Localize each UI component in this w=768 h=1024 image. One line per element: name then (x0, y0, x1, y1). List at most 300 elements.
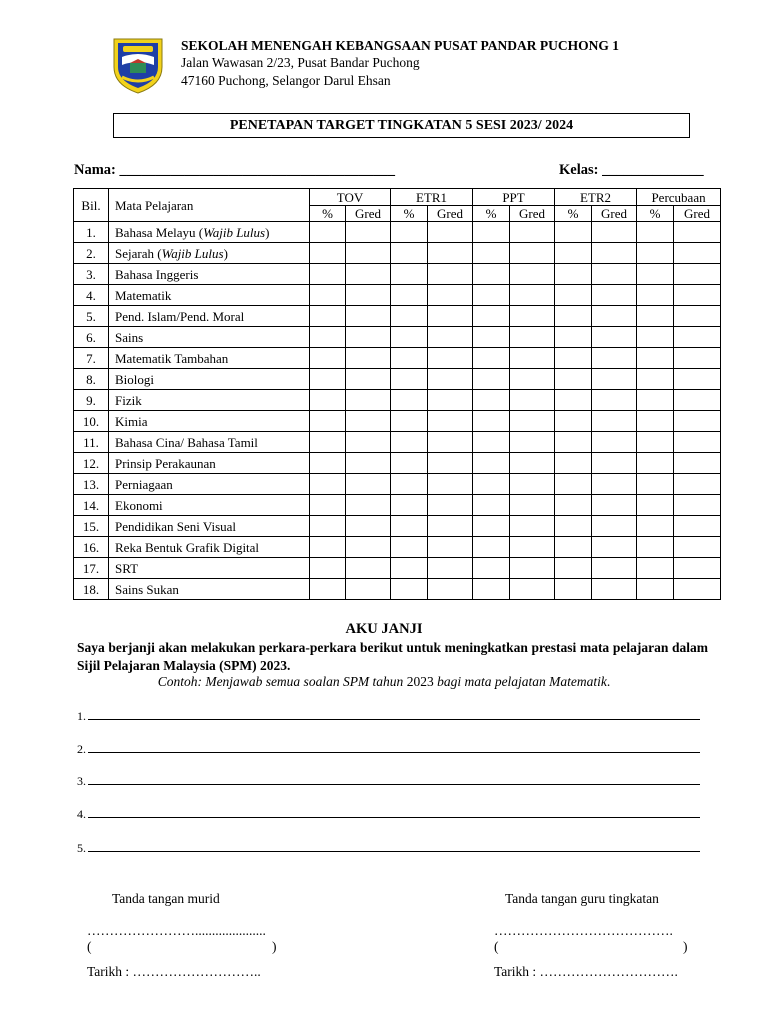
percent-cell[interactable] (391, 264, 428, 285)
grade-cell[interactable] (346, 537, 391, 558)
table-row (74, 327, 721, 348)
grade-cell[interactable] (346, 495, 391, 516)
subject-text: Bahasa Melayu ( (115, 224, 204, 240)
percent-cell[interactable] (555, 537, 592, 558)
percent-cell[interactable] (637, 516, 674, 537)
table-row (74, 390, 721, 411)
row-number: 16. (74, 537, 109, 558)
percent-cell[interactable] (555, 453, 592, 474)
percent-cell[interactable] (637, 327, 674, 348)
subject-name (109, 537, 310, 558)
teacher-date-field[interactable]: Tarikh : …………………………. (494, 964, 678, 979)
subject-text: Pend. Islam/Pend. Moral (115, 308, 245, 324)
grade-cell[interactable] (592, 243, 637, 264)
grade-cell[interactable] (510, 537, 555, 558)
header-group-etr2: ETR2 (555, 189, 637, 206)
percent-cell[interactable] (310, 369, 346, 390)
grade-cell[interactable] (592, 369, 637, 390)
pledge-line[interactable] (77, 741, 700, 757)
subject-text: Biologi (115, 371, 155, 387)
subject-name (109, 432, 310, 453)
grade-cell[interactable] (510, 369, 555, 390)
header-bil: Bil. (74, 189, 109, 222)
grade-cell[interactable] (428, 516, 473, 537)
grade-cell[interactable] (428, 537, 473, 558)
grade-cell[interactable] (674, 390, 721, 411)
grade-cell[interactable] (428, 243, 473, 264)
grade-cell[interactable] (428, 306, 473, 327)
header-group-ppt: PPT (473, 189, 555, 206)
percent-cell[interactable] (310, 411, 346, 432)
grade-cell[interactable] (428, 327, 473, 348)
row-number: 12. (74, 453, 109, 474)
percent-cell[interactable] (391, 474, 428, 495)
grade-cell[interactable] (674, 222, 721, 243)
percent-cell[interactable] (555, 348, 592, 369)
percent-cell[interactable] (637, 474, 674, 495)
grade-cell[interactable] (674, 369, 721, 390)
aku-janji-title: AKU JANJI (345, 621, 423, 637)
percent-cell[interactable] (473, 474, 510, 495)
percent-cell[interactable] (310, 537, 346, 558)
row-number: 18. (74, 579, 109, 600)
percent-cell[interactable] (310, 264, 346, 285)
teacher-signature-label: Tanda tangan guru tingkatan (505, 891, 659, 906)
subject-name (109, 516, 310, 537)
grade-cell[interactable] (592, 495, 637, 516)
subject-name (109, 306, 310, 327)
grade-cell[interactable] (346, 285, 391, 306)
row-number: 17. (74, 558, 109, 579)
percent-cell[interactable] (473, 348, 510, 369)
pledge-blank[interactable] (88, 806, 700, 818)
grade-cell[interactable] (346, 474, 391, 495)
percent-cell[interactable] (555, 285, 592, 306)
row-number: 1. (74, 222, 109, 243)
subheader-percent: % (473, 206, 510, 222)
subject-text: Ekonomi (115, 497, 163, 513)
table-row (74, 558, 721, 579)
grade-cell[interactable] (674, 579, 721, 600)
percent-cell[interactable] (310, 495, 346, 516)
table-row (74, 264, 721, 285)
subheader-percent: % (391, 206, 428, 222)
header-group-etr1: ETR1 (391, 189, 473, 206)
percent-cell[interactable] (473, 411, 510, 432)
percent-cell[interactable] (637, 243, 674, 264)
percent-cell[interactable] (473, 579, 510, 600)
grade-cell[interactable] (592, 306, 637, 327)
table-row (74, 537, 721, 558)
grade-cell[interactable] (674, 264, 721, 285)
percent-cell[interactable] (555, 306, 592, 327)
percent-cell[interactable] (473, 558, 510, 579)
pledge-number: 5. (77, 841, 86, 855)
grade-cell[interactable] (592, 537, 637, 558)
grade-cell[interactable] (674, 285, 721, 306)
table-row (74, 495, 721, 516)
percent-cell[interactable] (310, 579, 346, 600)
percent-cell[interactable] (473, 222, 510, 243)
grade-cell[interactable] (674, 558, 721, 579)
grade-cell[interactable] (592, 411, 637, 432)
percent-cell[interactable] (637, 411, 674, 432)
percent-cell[interactable] (391, 411, 428, 432)
grade-cell[interactable] (428, 432, 473, 453)
grade-cell[interactable] (428, 369, 473, 390)
grade-cell[interactable] (346, 558, 391, 579)
pledge-blank[interactable] (88, 741, 700, 753)
table-row (74, 579, 721, 600)
grade-cell[interactable] (346, 243, 391, 264)
grade-cell[interactable] (510, 579, 555, 600)
subject-note: Wajib Lulus (203, 224, 266, 240)
table-row (74, 306, 721, 327)
grade-cell[interactable] (674, 348, 721, 369)
school-address-line1: Jalan Wawasan 2/23, Pusat Bandar Puchong (181, 55, 420, 70)
row-number: 15. (74, 516, 109, 537)
pledge-blank[interactable] (88, 708, 700, 720)
header-group-tov: TOV (310, 189, 391, 206)
percent-cell[interactable] (310, 285, 346, 306)
percent-cell[interactable] (391, 537, 428, 558)
row-number: 10. (74, 411, 109, 432)
percent-cell[interactable] (310, 390, 346, 411)
grade-cell[interactable] (592, 453, 637, 474)
percent-cell[interactable] (555, 369, 592, 390)
percent-cell[interactable] (637, 432, 674, 453)
subject-name (109, 390, 310, 411)
grade-cell[interactable] (674, 306, 721, 327)
row-number: 7. (74, 348, 109, 369)
grade-cell[interactable] (510, 348, 555, 369)
percent-cell[interactable] (391, 222, 428, 243)
percent-cell[interactable] (473, 537, 510, 558)
grade-cell[interactable] (510, 516, 555, 537)
table-row (74, 432, 721, 453)
grade-cell[interactable] (428, 495, 473, 516)
percent-cell[interactable] (310, 432, 346, 453)
percent-cell[interactable] (391, 453, 428, 474)
grade-cell[interactable] (674, 432, 721, 453)
percent-cell[interactable] (555, 579, 592, 600)
subject-name (109, 453, 310, 474)
grade-cell[interactable] (510, 432, 555, 453)
student-name-paren-open: ( (87, 939, 92, 954)
subject-name (109, 474, 310, 495)
subject-text: Sejarah ( (115, 245, 162, 261)
percent-cell[interactable] (555, 264, 592, 285)
subheader-grade: Gred (428, 206, 473, 222)
grade-cell[interactable] (428, 390, 473, 411)
grade-cell[interactable] (428, 453, 473, 474)
percent-cell[interactable] (310, 453, 346, 474)
grade-cell[interactable] (346, 432, 391, 453)
percent-cell[interactable] (637, 306, 674, 327)
percent-cell[interactable] (391, 432, 428, 453)
percent-cell[interactable] (391, 348, 428, 369)
percent-cell[interactable] (391, 306, 428, 327)
percent-cell[interactable] (637, 558, 674, 579)
header-group-percubaan: Percubaan (637, 189, 721, 206)
subheader-percent: % (637, 206, 674, 222)
header-mata-pelajaran: Mata Pelajaran (109, 189, 310, 222)
percent-cell[interactable] (637, 537, 674, 558)
student-name-paren-close: ) (272, 939, 277, 954)
grade-cell[interactable] (592, 516, 637, 537)
student-date-field[interactable]: Tarikh : ……………………….. (87, 964, 261, 979)
percent-cell[interactable] (391, 369, 428, 390)
subject-text: Pendidikan Seni Visual (115, 518, 237, 534)
grade-cell[interactable] (510, 327, 555, 348)
table-row (74, 348, 721, 369)
example-text (0, 674, 768, 690)
row-number: 11. (74, 432, 109, 453)
percent-cell[interactable] (473, 369, 510, 390)
table-row (74, 243, 721, 264)
subject-text: Reka Bentuk Grafik Digital (115, 539, 260, 555)
subject-text-end: ) (223, 245, 228, 261)
percent-cell[interactable] (637, 369, 674, 390)
subject-name (109, 327, 310, 348)
subject-name (109, 285, 310, 306)
percent-cell[interactable] (391, 558, 428, 579)
percent-cell[interactable] (555, 432, 592, 453)
grade-cell[interactable] (674, 516, 721, 537)
grade-cell[interactable] (510, 264, 555, 285)
grade-cell[interactable] (510, 390, 555, 411)
percent-cell[interactable] (637, 579, 674, 600)
grade-cell[interactable] (346, 516, 391, 537)
percent-cell[interactable] (555, 243, 592, 264)
teacher-name-paren-open: ( (494, 939, 499, 954)
percent-cell[interactable] (637, 495, 674, 516)
percent-cell[interactable] (391, 516, 428, 537)
example-body: : Menjawab semua soalan SPM tahun (197, 674, 407, 689)
grade-cell[interactable] (428, 411, 473, 432)
table-row (74, 222, 721, 243)
target-table (73, 188, 721, 600)
percent-cell[interactable] (310, 222, 346, 243)
table-row (74, 474, 721, 495)
grade-cell[interactable] (674, 537, 721, 558)
percent-cell[interactable] (391, 495, 428, 516)
percent-cell[interactable] (473, 432, 510, 453)
subject-text-end: ) (265, 224, 270, 240)
row-number: 3. (74, 264, 109, 285)
percent-cell[interactable] (473, 516, 510, 537)
pledge-blank[interactable] (88, 773, 700, 785)
grade-cell[interactable] (510, 285, 555, 306)
grade-cell[interactable] (592, 327, 637, 348)
subject-text: Prinsip Perakaunan (115, 455, 216, 471)
grade-cell[interactable] (510, 453, 555, 474)
subject-name (109, 411, 310, 432)
grade-cell[interactable] (346, 306, 391, 327)
grade-cell[interactable] (674, 495, 721, 516)
subject-name (109, 348, 310, 369)
subheader-grade: Gred (592, 206, 637, 222)
percent-cell[interactable] (310, 243, 346, 264)
grade-cell[interactable] (674, 411, 721, 432)
grade-cell[interactable] (428, 222, 473, 243)
grade-cell[interactable] (592, 558, 637, 579)
row-number: 4. (74, 285, 109, 306)
school-logo (108, 33, 168, 95)
student-signature-line[interactable]: ……………………..................... (87, 923, 266, 938)
table-row (74, 453, 721, 474)
percent-cell[interactable] (473, 453, 510, 474)
subject-text: Perniagaan (115, 476, 173, 492)
row-number: 8. (74, 369, 109, 390)
subject-name (109, 579, 310, 600)
grade-cell[interactable] (346, 327, 391, 348)
subject-text: Bahasa Cina/ Bahasa Tamil (115, 434, 258, 450)
percent-cell[interactable] (310, 306, 346, 327)
grade-cell[interactable] (592, 474, 637, 495)
grade-cell[interactable] (510, 495, 555, 516)
grade-cell[interactable] (592, 390, 637, 411)
percent-cell[interactable] (391, 285, 428, 306)
table-row (74, 369, 721, 390)
teacher-name-paren-close: ) (683, 939, 688, 954)
percent-cell[interactable] (310, 558, 346, 579)
grade-cell[interactable] (592, 348, 637, 369)
percent-cell[interactable] (473, 327, 510, 348)
percent-cell[interactable] (391, 579, 428, 600)
grade-cell[interactable] (592, 222, 637, 243)
subheader-grade: Gred (510, 206, 555, 222)
subject-note: Wajib Lulus (161, 245, 224, 261)
subject-name (109, 222, 310, 243)
percent-cell[interactable] (555, 222, 592, 243)
percent-cell[interactable] (637, 390, 674, 411)
percent-cell[interactable] (555, 516, 592, 537)
grade-cell[interactable] (346, 222, 391, 243)
subject-name (109, 558, 310, 579)
percent-cell[interactable] (555, 474, 592, 495)
percent-cell[interactable] (473, 495, 510, 516)
grade-cell[interactable] (674, 453, 721, 474)
grade-cell[interactable] (510, 306, 555, 327)
pledge-line[interactable] (77, 840, 700, 856)
grade-cell[interactable] (346, 390, 391, 411)
percent-cell[interactable] (473, 243, 510, 264)
example-end: . (606, 674, 611, 689)
percent-cell[interactable] (310, 516, 346, 537)
grade-cell[interactable] (674, 243, 721, 264)
percent-cell[interactable] (473, 285, 510, 306)
percent-cell[interactable] (555, 558, 592, 579)
grade-cell[interactable] (592, 579, 637, 600)
aku-janji-statement: Saya berjanji akan melakukan perkara-perkara berikut untuk meningkatkan prestasi mata pelajaran dalam Sijil Pelajaran Malaysia (SPM) 2023. (77, 640, 708, 673)
grade-cell[interactable] (346, 264, 391, 285)
subject-text: Matematik (115, 287, 172, 303)
pledge-number: 3. (77, 774, 86, 788)
percent-cell[interactable] (310, 327, 346, 348)
pledge-number: 4. (77, 807, 86, 821)
percent-cell[interactable] (473, 306, 510, 327)
percent-cell[interactable] (637, 453, 674, 474)
percent-cell[interactable] (555, 495, 592, 516)
percent-cell[interactable] (391, 327, 428, 348)
percent-cell[interactable] (637, 285, 674, 306)
grade-cell[interactable] (346, 348, 391, 369)
grade-cell[interactable] (346, 369, 391, 390)
student-signature-label: Tanda tangan murid (112, 891, 220, 906)
table-row (74, 516, 721, 537)
percent-cell[interactable] (637, 264, 674, 285)
teacher-signature-line[interactable]: …………………………………. (494, 923, 673, 938)
subject-name (109, 264, 310, 285)
grade-cell[interactable] (510, 411, 555, 432)
grade-cell[interactable] (592, 432, 637, 453)
grade-cell[interactable] (592, 264, 637, 285)
grade-cell[interactable] (428, 558, 473, 579)
table-row (74, 285, 721, 306)
grade-cell[interactable] (674, 327, 721, 348)
subheader-grade: Gred (674, 206, 721, 222)
percent-cell[interactable] (473, 390, 510, 411)
pledge-number: 2. (77, 742, 86, 756)
example-year: 2023 (406, 674, 434, 689)
grade-cell[interactable] (674, 474, 721, 495)
grade-cell[interactable] (346, 453, 391, 474)
grade-cell[interactable] (510, 222, 555, 243)
grade-cell[interactable] (592, 285, 637, 306)
school-crest-icon (108, 33, 168, 95)
grade-cell[interactable] (510, 474, 555, 495)
grade-cell[interactable] (510, 558, 555, 579)
subheader-grade: Gred (346, 206, 391, 222)
percent-cell[interactable] (555, 390, 592, 411)
document-title: PENETAPAN TARGET TINGKATAN 5 SESI 2023/ 2024 (113, 113, 690, 138)
percent-cell[interactable] (473, 264, 510, 285)
subject-name (109, 369, 310, 390)
grade-cell[interactable] (428, 348, 473, 369)
percent-cell[interactable] (310, 474, 346, 495)
grade-cell[interactable] (428, 285, 473, 306)
nama-field[interactable]: Nama: ______________________________________ (74, 162, 396, 178)
percent-cell[interactable] (637, 348, 674, 369)
percent-cell[interactable] (555, 327, 592, 348)
table-row (74, 411, 721, 432)
percent-cell[interactable] (310, 348, 346, 369)
kelas-field[interactable]: Kelas: ______________ (559, 162, 704, 178)
subject-text: Fizik (115, 392, 142, 408)
pledge-blank[interactable] (88, 840, 700, 852)
subject-text: SRT (115, 560, 139, 576)
grade-cell[interactable] (428, 264, 473, 285)
percent-cell[interactable] (391, 243, 428, 264)
pledge-line[interactable] (77, 773, 700, 789)
subject-text: Kimia (115, 413, 148, 429)
subject-text: Sains Sukan (115, 581, 179, 597)
pledge-line[interactable] (77, 806, 700, 822)
pledge-line[interactable] (77, 708, 700, 724)
row-number: 14. (74, 495, 109, 516)
grade-cell[interactable] (346, 411, 391, 432)
percent-cell[interactable] (391, 390, 428, 411)
grade-cell[interactable] (510, 243, 555, 264)
grade-cell[interactable] (428, 579, 473, 600)
percent-cell[interactable] (555, 411, 592, 432)
grade-cell[interactable] (346, 579, 391, 600)
subject-name (109, 495, 310, 516)
row-number: 6. (74, 327, 109, 348)
percent-cell[interactable] (637, 222, 674, 243)
grade-cell[interactable] (428, 474, 473, 495)
